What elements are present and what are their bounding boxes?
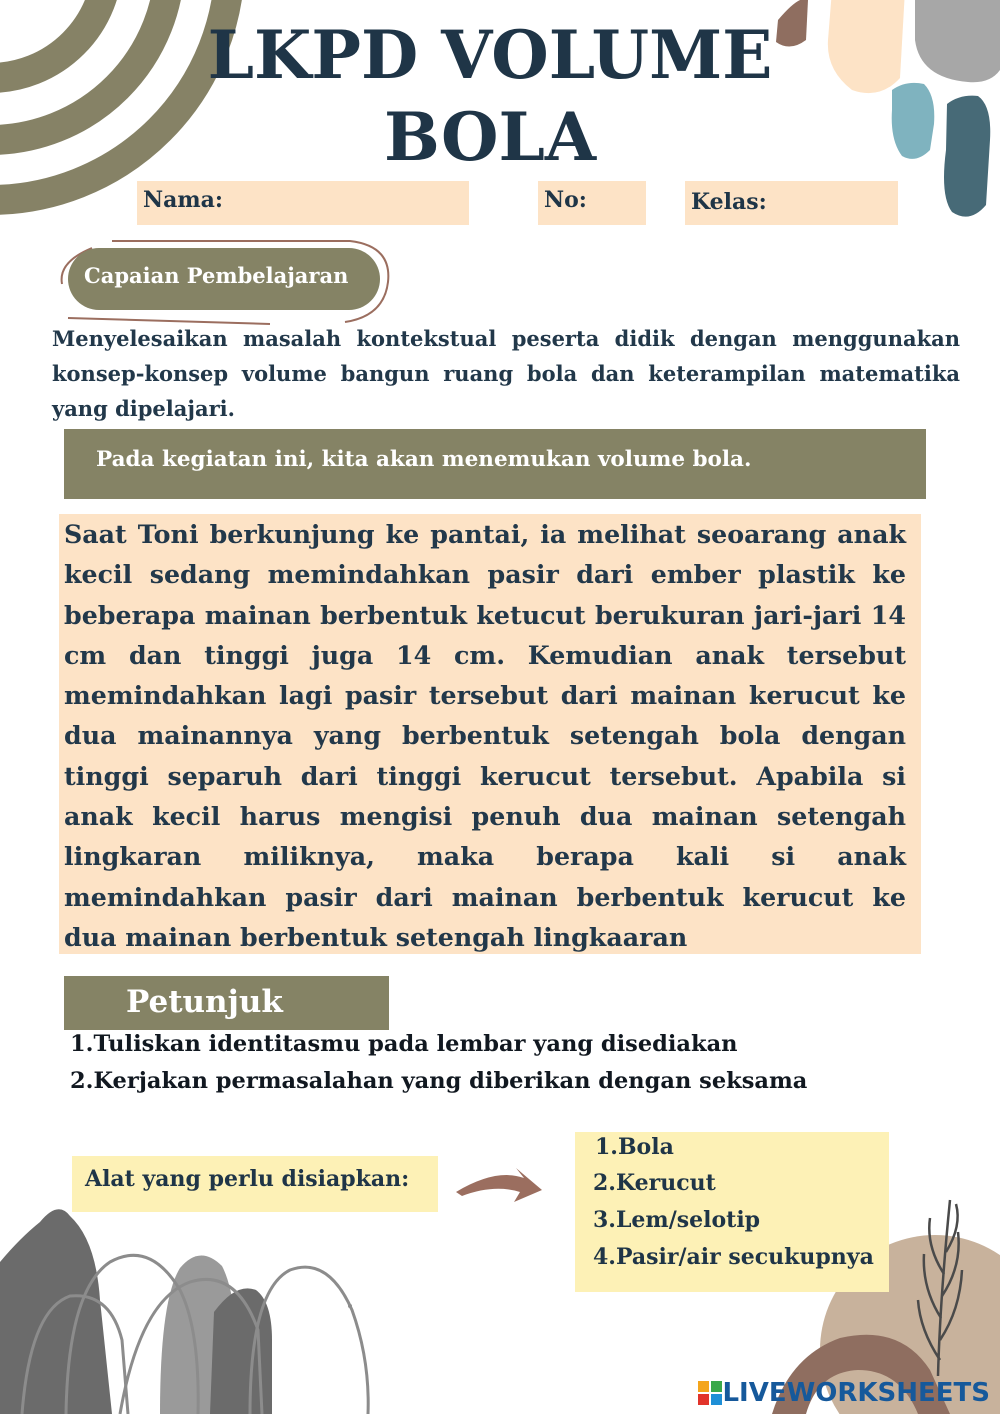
instructions-heading: Petunjuk	[64, 976, 389, 1030]
tool-item-3: 3.Lem/selotip	[593, 1207, 761, 1233]
class-field[interactable]	[685, 181, 898, 225]
bottom-left-hill-decoration	[0, 1209, 368, 1414]
tool-item-2: 2.Kerucut	[593, 1170, 716, 1196]
name-label: Nama:	[143, 187, 224, 213]
title-line-2: BOLA	[383, 98, 597, 176]
instruction-item-2: 2.Kerjakan permasalahan yang diberikan dengan seksama	[70, 1068, 808, 1094]
class-label: Kelas:	[691, 189, 767, 215]
problem-box	[59, 514, 921, 954]
activity-intro: Pada kegiatan ini, kita akan menemukan volume bola.	[64, 429, 926, 499]
liveworksheets-icon	[698, 1381, 722, 1405]
title-line-1: LKPD VOLUME	[207, 16, 773, 94]
arrow-icon	[456, 1168, 542, 1202]
name-field[interactable]	[137, 181, 469, 225]
liveworksheets-logo	[698, 1376, 990, 1410]
instruction-item-1: 1.Tuliskan identitasmu pada lembar yang disediakan	[70, 1031, 738, 1057]
learning-outcome-text: Menyelesaikan masalah kontekstual peserta didik dengan menggunakan konsep-konsep volume bangun ruang bola dan keterampilan matematika yang dipelajari.	[52, 326, 960, 421]
tool-item-4: 4.Pasir/air secukupnya	[593, 1244, 874, 1270]
tools-label: Alat yang perlu disiapkan:	[72, 1156, 438, 1212]
liveworksheets-wordmark: LIVEWORKSHEETS	[722, 1378, 990, 1408]
page-title	[180, 14, 800, 178]
problem-text: Saat Toni berkunjung ke pantai, ia melihat seoarang anak kecil sedang memindahkan pasir dari ember plastik ke beberapa mainan berbentuk ketucut berukuran jari-jari 14 cm dan tinggi juga 14 cm. Kemudian anak tersebut memindahkan lagi pasir tersebut dari mainan kerucut ke dua mainannya yang berbentuk setengah bola dengan tinggi separuh dari tinggi kerucut tersebut. Apabila si anak kecil harus mengisi penuh dua mainan setengah lingkaran miliknya, maka berapa kali si anak memindahkan pasir dari mainan berbentuk kerucut ke dua mainan berbentuk setengah lingkaaran	[64, 519, 906, 952]
tools-list	[575, 1132, 889, 1292]
number-label: No:	[544, 187, 587, 213]
tool-item-1: 1.Bola	[595, 1134, 674, 1160]
number-field[interactable]	[538, 181, 646, 225]
learning-outcome-label: Capaian Pembelajaran	[68, 248, 380, 310]
